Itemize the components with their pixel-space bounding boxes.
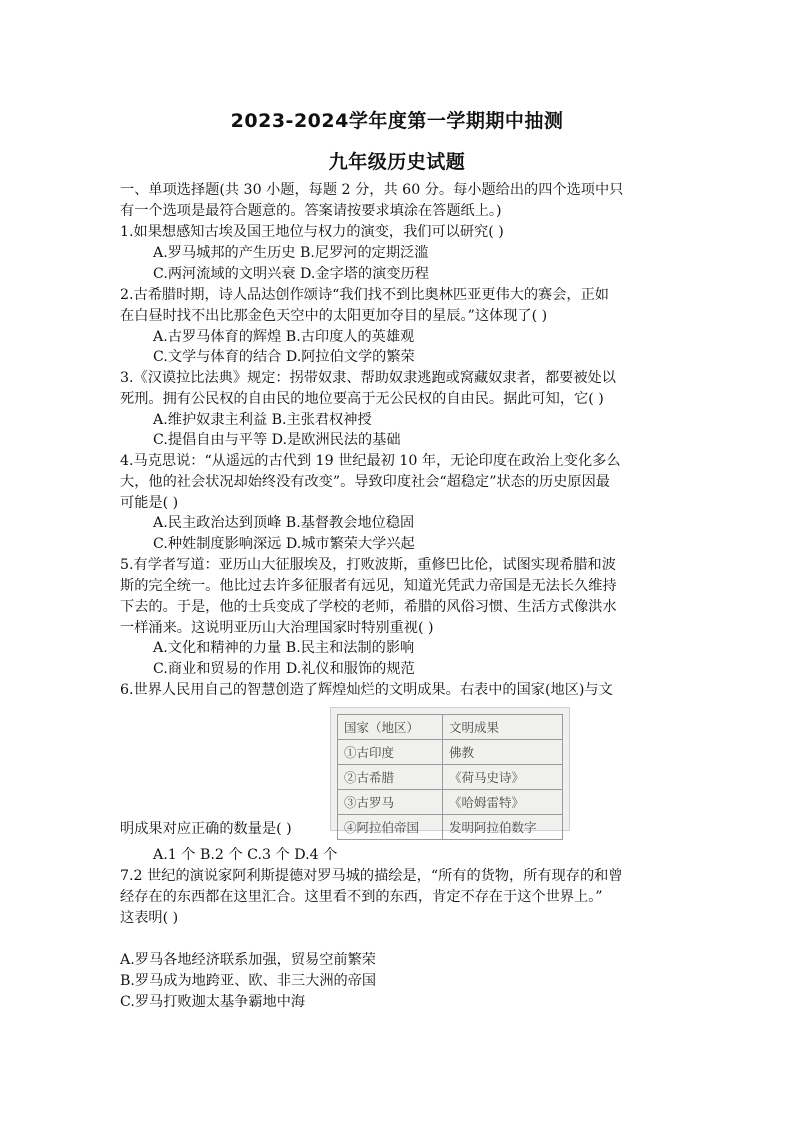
table-row [338, 790, 563, 815]
table-cell: 佛教 [443, 740, 563, 765]
table-header-cell: 文明成果 [443, 715, 563, 740]
exam-title: 2023-2024学年度第一学期期中抽测 [230, 110, 564, 132]
exam-subtitle: 九年级历史试题 [328, 151, 466, 173]
question-5-stem: 下去的。于是，他的士兵变成了学校的老师，希腊的风俗习惯、生活方式像洪水 [120, 599, 617, 615]
question-3-stem: 3.《汉谟拉比法典》规定：拐带奴隶、帮助奴隶逃跑或窝藏奴隶者，都要被处以 [120, 370, 616, 386]
question-5-options: C.商业和贸易的作用 D.礼仪和服饰的规范 [153, 661, 415, 677]
question-2-stem: 2.古希腊时期，诗人品达创作颂诗“我们找不到比奥林匹亚更伟大的赛会，正如 [120, 287, 609, 303]
table-row [338, 765, 563, 790]
table-cell: 《荷马史诗》 [443, 765, 563, 790]
table-header-cell: 国家（地区） [338, 715, 443, 740]
question-7-options: A.罗马各地经济联系加强，贸易空前繁荣 [120, 952, 376, 968]
question-4-options: C.种姓制度影响深远 D.城市繁荣大学兴起 [153, 536, 415, 552]
table-cell: 《哈姆雷特》 [443, 790, 563, 815]
question-7-stem: 经存在的东西都在这里汇合。这里看不到的东西，肯定不存在于这个世界上。” [120, 889, 603, 905]
question-6-stem-tail: 明成果对应正确的数量是( ) [120, 821, 292, 837]
question-1-options: C.两河流域的文明兴衰 D.金字塔的演变历程 [153, 266, 429, 282]
table-cell: 发明阿拉伯数字 [443, 815, 563, 840]
section-instructions: 有一个选项是最符合题意的。答案请按要求填涂在答题纸上。) [120, 203, 502, 219]
question-7-stem: 7.2 世纪的演说家阿利斯提德对罗马城的描绘是，“所有的货物，所有现存的和曾 [120, 868, 623, 884]
table-row [338, 740, 563, 765]
table-cell: ④阿拉伯帝国 [338, 815, 443, 840]
table-cell: ①古印度 [338, 740, 443, 765]
question-3-options: A.维护奴隶主利益 B.主张君权神授 [153, 412, 372, 428]
civilization-table-image [330, 707, 570, 835]
question-4-stem: 大，他的社会状况却始终没有改变”。导致印度社会“超稳定”状态的历史原因最 [120, 474, 610, 490]
table-cell: ②古希腊 [338, 765, 443, 790]
question-3-stem: 死刑。拥有公民权的自由民的地位要高于无公民权的自由民。据此可知，它( ) [120, 391, 604, 407]
question-2-stem: 在白昼时找不出比那金色天空中的太阳更加夺目的星辰。”这体现了( ) [120, 308, 548, 324]
question-2-options: C.文学与体育的结合 D.阿拉伯文学的繁荣 [153, 349, 415, 365]
section-instructions: 一、单项选择题(共 30 小题，每题 2 分，共 60 分。每小题给出的四个选项中只 [120, 182, 624, 198]
question-4-options: A.民主政治达到顶峰 B.基督教会地位稳固 [153, 515, 415, 531]
question-6-stem: 6.世界人民用自己的智慧创造了辉煌灿烂的文明成果。右表中的国家(地区)与文 [120, 682, 613, 698]
question-6-options: A.1 个 B.2 个 C.3 个 D.4 个 [153, 847, 338, 863]
question-5-options: A.文化和精神的力量 B.民主和法制的影响 [153, 640, 415, 656]
question-3-options: C.提倡自由与平等 D.是欧洲民法的基础 [153, 432, 401, 448]
question-5-stem: 斯的完全统一。他比过去许多征服者有远见，知道光凭武力帝国是无法长久维持 [120, 578, 617, 594]
question-1-stem: 1.如果想感知古埃及国王地位与权力的演变，我们可以研究( ) [120, 224, 504, 240]
question-4-stem: 4.马克思说：“从遥远的古代到 19 世纪最初 10 年，无论印度在政治上变化多么 [120, 453, 621, 469]
question-2-options: A.古罗马体育的辉煌 B.古印度人的英雄观 [153, 329, 415, 345]
question-7-options: C.罗马打败迦太基争霸地中海 [120, 994, 306, 1010]
question-5-stem: 5.有学者写道：亚历山大征服埃及，打败波斯，重修巴比伦，试图实现希腊和波 [120, 557, 616, 573]
question-4-stem: 可能是( ) [120, 495, 179, 511]
table-cell: ③古罗马 [338, 790, 443, 815]
question-1-options: A.罗马城邦的产生历史 B.尼罗河的定期泛滥 [153, 245, 429, 261]
question-5-stem: 一样涌来。这说明亚历山大治理国家时特别重视( ) [120, 620, 434, 636]
table-header-row [338, 715, 563, 740]
question-7-options: B.罗马成为地跨亚、欧、非三大洲的帝国 [120, 973, 377, 989]
question-7-stem: 这表明( ) [120, 910, 179, 926]
